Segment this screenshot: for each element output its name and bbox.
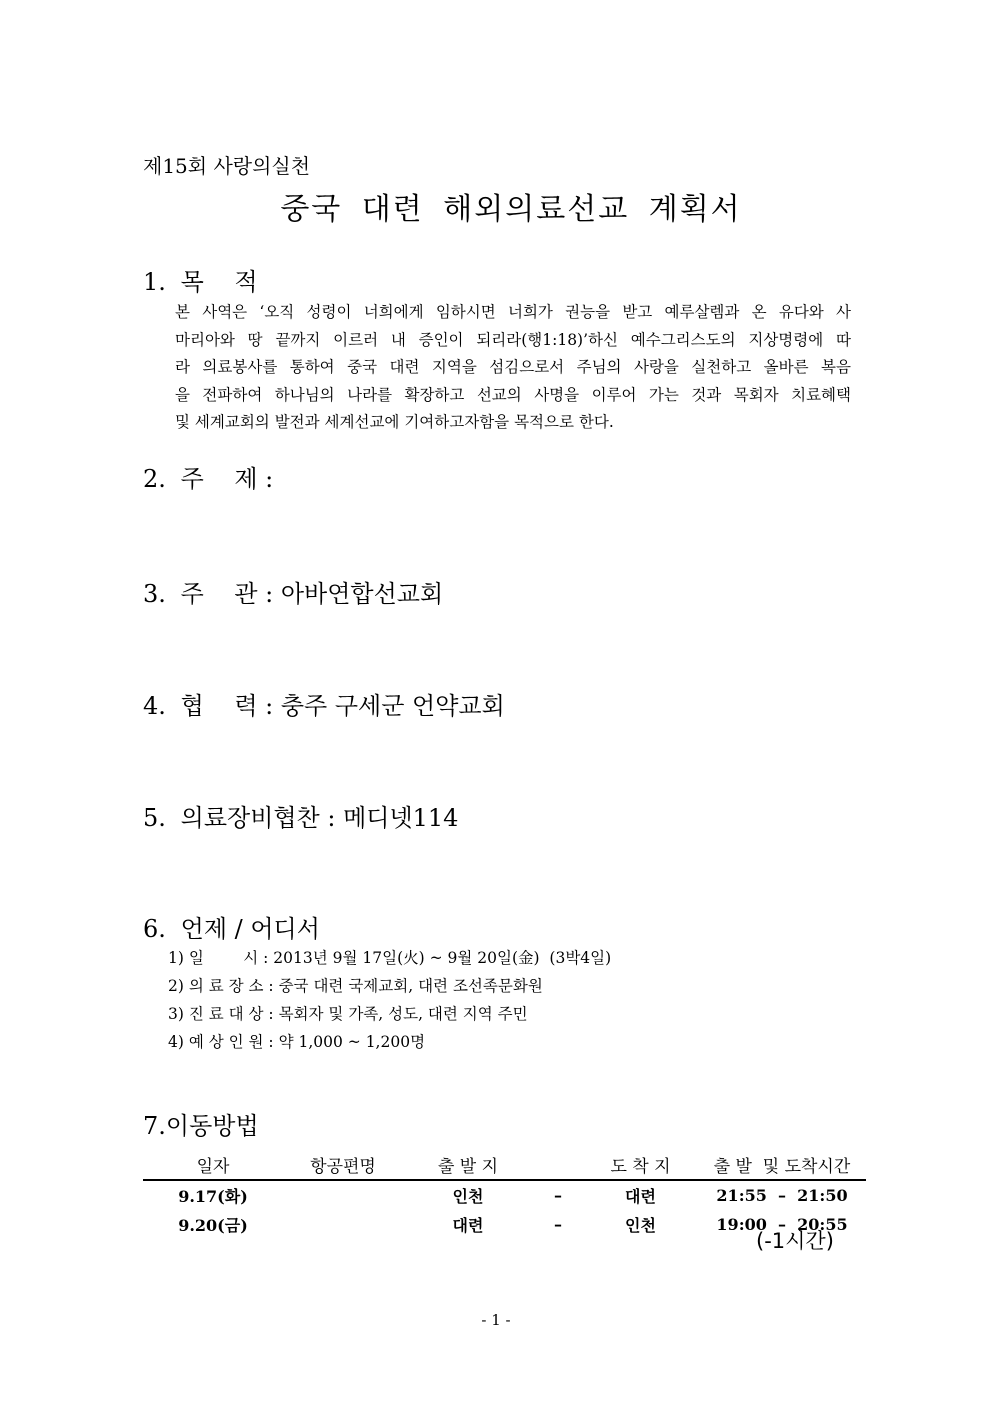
list-item: 3) 진 료 대 상 : 목회자 및 가족, 성도, 대련 지역 주민 <box>168 1005 528 1023</box>
column-header: 출 발 지 <box>403 1150 533 1180</box>
section-when-where-heading <box>143 909 320 944</box>
purpose-line: 을 전파하여 하나님의 나라를 확장하고 선교의 사명을 이루어 가는 것과 목회자 치료혜택 <box>175 385 851 404</box>
table-cell: 19:00 – 20:55 <box>716 1215 848 1234</box>
section-number: 2. <box>143 465 166 493</box>
page-number: - 1 - <box>481 1311 511 1329</box>
purpose-line: 본 사역은 ‘오직 성령이 너희에게 임하시면 너희가 권능을 받고 예루살렘과 온 유다와 사 <box>175 303 851 321</box>
purpose-paragraph <box>175 299 851 437</box>
table-cell <box>283 1210 403 1239</box>
section-host-heading <box>143 574 443 609</box>
section-number: 4. <box>143 692 166 720</box>
section-label: 협 력 : 충주 구세군 언약교회 <box>180 692 505 720</box>
table-cell: 인천 <box>452 1187 484 1206</box>
column-header: 도 착 지 <box>583 1150 698 1180</box>
document-title: 중국 대련 해외의료선교 계획서 <box>280 192 742 227</box>
purpose-line: 라 의료봉사를 통하여 중국 대련 지역을 섬김으로서 주님의 사랑을 실천하고 올바른 복음 <box>175 358 851 376</box>
column-header: 일자 <box>143 1150 283 1180</box>
table-header-row <box>143 1150 866 1180</box>
list-item: 4) 예 상 인 원 : 약 1,000 ~ 1,200명 <box>168 1033 426 1051</box>
table-cell: – <box>554 1186 562 1205</box>
section-label: 의료장비협찬 : 메디넷114 <box>180 804 459 832</box>
list-item: 1) 일 시 : 2013년 9월 17일(火) ~ 9월 20일(金) (3박4일) <box>168 949 612 967</box>
table-row <box>143 1180 866 1210</box>
section-number: 1. <box>143 268 166 296</box>
section-purpose-heading <box>143 262 258 297</box>
section-transport-heading: 7.이동방법 <box>143 1112 259 1140</box>
section-number: 6. <box>143 915 166 943</box>
table-cell: 9.20(금) <box>178 1216 248 1235</box>
table-cell: 대련 <box>452 1216 484 1235</box>
section-sponsor-heading <box>143 798 458 833</box>
section-label: 언제 / 어디서 <box>180 915 320 943</box>
table-cell: 21:55 – 21:50 <box>716 1186 848 1205</box>
document-subtitle: 제15회 사랑의실천 <box>143 154 311 178</box>
section-label: 주 제 : <box>180 465 274 493</box>
column-header: 출 발 및 도착시간 <box>698 1150 866 1180</box>
column-header <box>533 1150 583 1180</box>
table-cell <box>283 1180 403 1210</box>
table-cell: 인천 <box>625 1216 656 1235</box>
section-cooperation-heading <box>143 686 505 721</box>
column-header: 항공편명 <box>283 1150 403 1180</box>
section-label: 목 적 <box>180 268 258 296</box>
section-number: 5. <box>143 804 166 832</box>
purpose-line: 및 세계교회의 발전과 세계선교에 기여하고자함을 목적으로 한다. <box>175 413 614 431</box>
when-where-list <box>168 944 611 1056</box>
table-cell: 9.17(화) <box>178 1187 248 1206</box>
time-difference-note: (-1시간) <box>756 1229 834 1253</box>
list-item: 2) 의 료 장 소 : 중국 대련 국제교회, 대련 조선족문화원 <box>168 977 543 995</box>
table-cell: 대련 <box>625 1187 656 1206</box>
section-label: 주 관 : 아바연합선교회 <box>180 580 444 608</box>
section-number: 3. <box>143 580 166 608</box>
purpose-line: 마리아와 땅 끝까지 이르러 내 증인이 되리라(행1:18)’하신 예수그리스도의 지상명령에 따 <box>175 330 851 349</box>
table-cell: – <box>554 1215 562 1234</box>
section-theme-heading <box>143 459 273 494</box>
